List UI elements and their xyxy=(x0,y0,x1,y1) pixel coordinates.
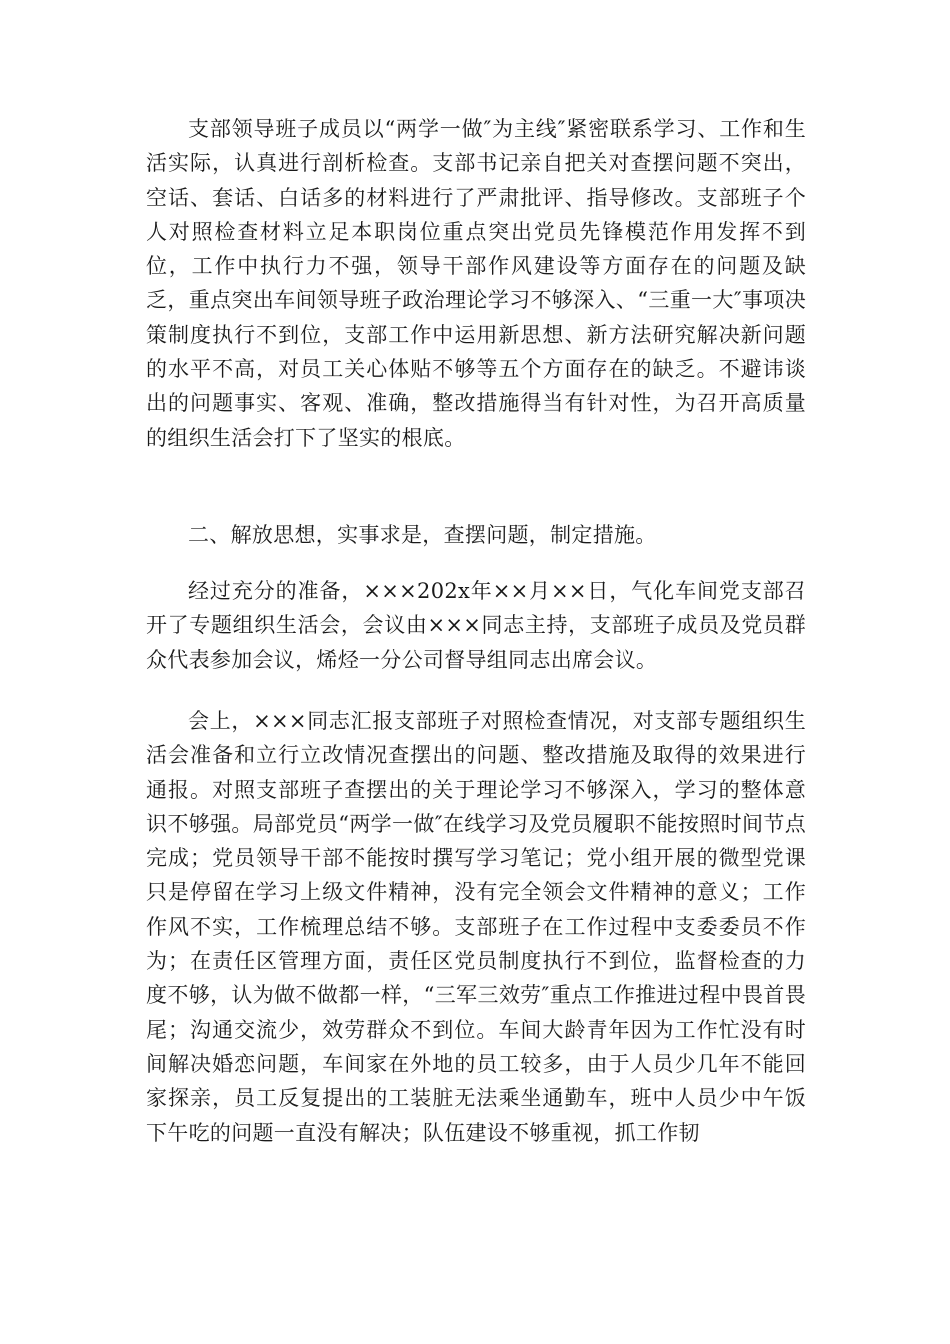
paragraph-meeting-report: 会上，×××同志汇报支部班子对照检查情况，对支部专题组织生活会准备和立行立改情况查摆出的问题、整改措施及取得的效果进行通报。对照支部班子查摆出的关于理论学习不够深入，学习的整体意识不够强。局部党员“两学一做″在线学习及党员履职不能按照时间节点完成；党员领导干部不能按时撰写学习笔记；党小组开展的微型党课只是停留在学习上级文件精神，没有完全领会文件精神的意义；工作作风不实，工作梳理总结不够。支部班子在工作过程中支委委员不作为；在责任区管理方面，责任区党员制度执行不到位，监督检查的力度不够，认为做不做都一样，“三军三效劳″重点工作推进过程中畏首畏尾；沟通交流少，效劳群众不到位。车间大龄青年因为工作忙没有时间解决婚恋问题，车间家在外地的员工较多，由于人员少几年不能回家探亲，员工反复提出的工装脏无法乘坐通勤车，班中人员少中午饭下午吃的问题一直没有解决；队伍建设不够重视，抓工作韧 xyxy=(146,709,806,1145)
paragraph-meeting-held: 经过充分的准备，×××202x年××月××日，气化车间党支部召开了专题组织生活会，会议由×××同志主持，支部班子成员及党员群众代表参加会议，烯烃一分公司督导组同志出席会议。 xyxy=(146,579,806,672)
section-heading-two: 二、解放思想，实事求是，查摆问题，制定措施。 xyxy=(188,523,657,547)
paragraph-review-preparation: 支部领导班子成员以“两学一做″为主线″紧密联系学习、工作和生活实际，认真进行剖析检查。支部书记亲自把关对查摆问题不突出，空话、套话、白话多的材料进行了严肃批评、指导修改。支部班子个人对照检查材料立足本职岗位重点突出党员先锋模范作用发挥不到位，工作中执行力不强，领导干部作风建设等方面存在的问题及缺乏，重点突出车间领导班子政治理论学习不够深入、“三重一大″事项决策制度执行不到位，支部工作中运用新思想、新方法研究解决新问题的水平不高，对员工关心体贴不够等五个方面存在的缺乏。不避讳谈出的问题事实、客观、准确，整改措施得当有针对性，为召开高质量的组织生活会打下了坚实的根底。 xyxy=(146,117,806,450)
